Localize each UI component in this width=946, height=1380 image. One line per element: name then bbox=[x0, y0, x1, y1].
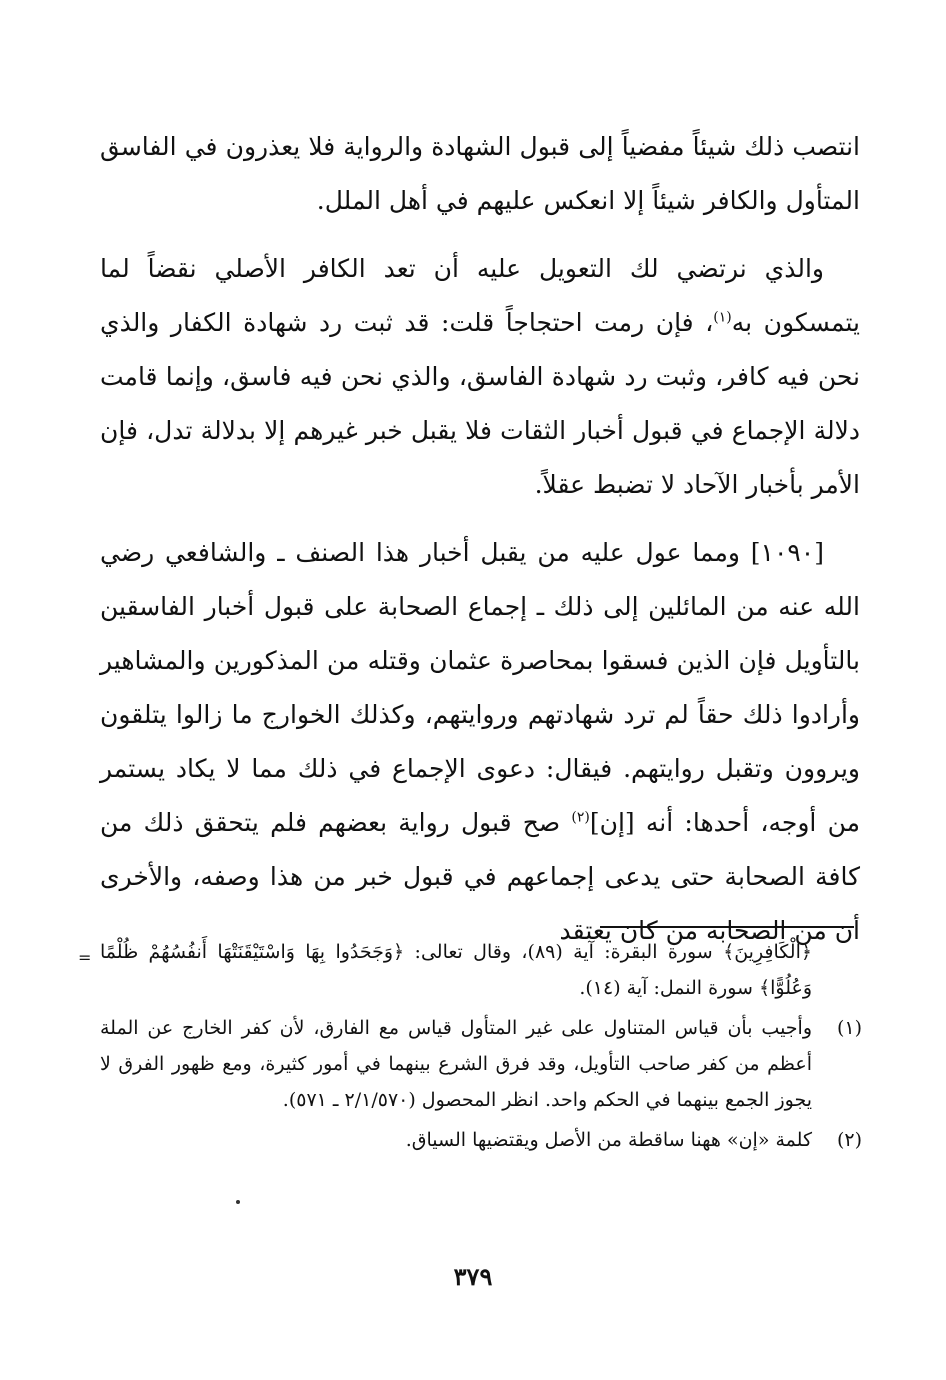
footnote-1-text: وأجيب بأن قياس المتناول على غير المتأول قياس مع الفارق، لأن كفر الخارج عن الملة أعظم من كفر صاحب التأويل، وقد فرق الشرع بينهما في أمور كثيرة، ومع ظهور الفرق لا يجوز الجمع بينهما في الحكم واحد. انظر المحصول (٢/١/٥٧٠ ـ ٥٧١). bbox=[100, 1017, 812, 1111]
paragraph-1 bbox=[100, 120, 860, 228]
paragraph-2 bbox=[100, 242, 860, 512]
footnote-continuation bbox=[78, 934, 860, 1006]
paragraph-3-text-a: [١٠٩٠] ومما عول عليه من يقبل أخبار هذا الصنف ـ والشافعي رضي الله عنه من المائلين إلى ذلك ـ إجماع الصحابة على قبول أخبار الفاسقين بالتأويل فإن الذين فسقوا بمحاصرة عثمان وقتله من المذكورين والمشاهير وأرادوا ذلك حقاً لم ترد شهادتهم وروايتهم، وكذلك الخوارج ما زالوا يتلقون ويروون وتقبل روايتهم. فيقال: دعوى الإجماع في ذلك مما لا يكاد يستمر من أوجه، أحدها: أنه [إن] bbox=[100, 538, 860, 837]
footnote-1 bbox=[100, 1010, 860, 1118]
footnote-2 bbox=[100, 1122, 860, 1158]
footnote-2-number: (٢) bbox=[836, 1129, 862, 1151]
footnote-divider bbox=[600, 926, 854, 928]
paragraph-2-text-b: ، فإن رمت احتجاجاً قلت: قد ثبت رد شهادة الكفار والذي نحن فيه كافر، وثبت رد شهادة الفاسق، والذي نحن فيه فاسق، وإنما قامت دلالة الإجماع في قبول أخبار الثقات فلا يقبل خبر غيرهم إلا بدلالة تدل، فإن الأمر بأخبار الآحاد لا تضبط عقلاً. bbox=[100, 308, 860, 499]
paragraph-3 bbox=[100, 526, 860, 958]
footnote-continuation-text: ﴿الْكَافِرِينَ﴾ سورة البقرة: آية (٨٩)، وقال تعالى: ﴿وَجَحَدُوا بِهَا وَاسْتَيْقَنَتْهَا أَنفُسُهُمْ ظُلْمًا وَعُلُوًّا﴾ سورة النمل: آية (١٤). bbox=[100, 941, 813, 999]
paragraph-2-text-a: والذي نرتضي لك التعويل عليه أن تعد الكافر الأصلي نقضاً لما يتمسكون به bbox=[100, 254, 860, 337]
footnote-ref-2[interactable]: (٢) bbox=[571, 809, 590, 826]
stray-dot bbox=[236, 1200, 240, 1204]
footnotes bbox=[78, 934, 862, 1162]
page-number: ٣٧٩ bbox=[453, 1262, 493, 1291]
main-text bbox=[100, 120, 860, 972]
paragraph-1-text: انتصب ذلك شيئاً مفضياً إلى قبول الشهادة والرواية فلا يعذرون في الفاسق المتأول والكافر شيئاً إلا انعكس عليهم في أهل الملل. bbox=[100, 132, 860, 215]
footnote-ref-1[interactable]: (١) bbox=[713, 309, 732, 326]
footnote-1-number: (١) bbox=[836, 1017, 862, 1039]
paragraph-3-text-b: صح قبول رواية بعضهم فلم يتحقق ذلك من كافة الصحابة حتى يدعى إجماعهم في قبول خبر من هذا وصفه، والأخرى أن من الصحابة من كان يعتقد bbox=[100, 808, 860, 945]
continuation-mark: = bbox=[78, 948, 92, 967]
footnote-2-text: كلمة «إن» ههنا ساقطة من الأصل ويقتضيها السياق. bbox=[405, 1129, 812, 1151]
